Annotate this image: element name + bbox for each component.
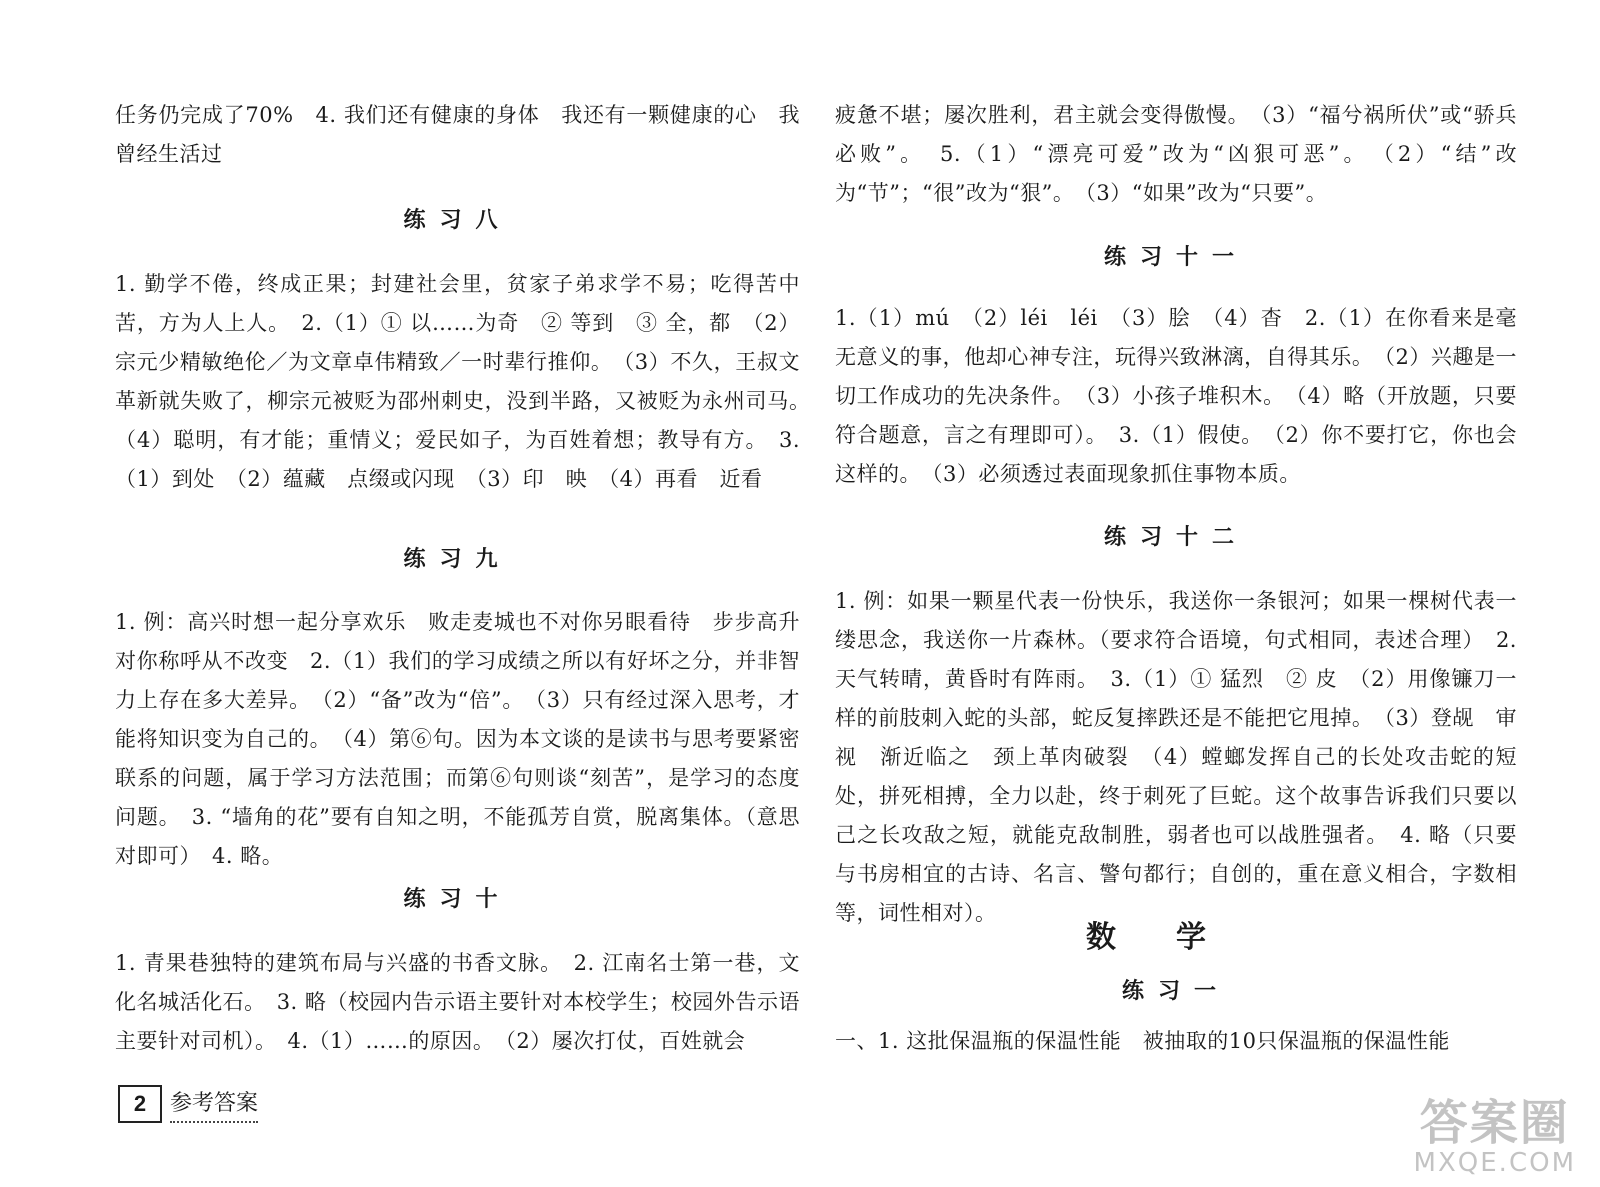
heading-exercise-12: 练习十二: [1103, 525, 1248, 550]
paragraph-continued: 任务仍完成了70% 4. 我们还有健康的身体 我还有一颗健康的心 我曾经生活过: [115, 103, 800, 166]
paragraph-exercise-11: 1.（1）mú （2）léi léi （3）脍 （4）杳 2.（1）在你看来是毫无意义的事，他却心神专注，玩得兴致淋漓，自得其乐。 （2）兴趣是一切工作成功的先决条件。 （3）小孩子堆积木。 （4）略（开放题，只要符合题意，言之有理即可）。 3.（1）假使。 （2）你不要打它，你也会这样的。 （3）必须透过表面现象抓住事物本质。: [835, 306, 1517, 486]
footer-label: 参考答案: [170, 1086, 258, 1123]
page-number: 2: [118, 1085, 162, 1123]
watermark-text: 答案圈: [1419, 1095, 1570, 1151]
watermark-logo: [1414, 1097, 1576, 1177]
paragraph-exercise-12: 1. 例：如果一颗星代表一份快乐，我送你一条银河；如果一棵树代表一缕思念，我送你一片森林。（要求符合语境，句式相同，表述合理） 2. 天气转晴，黄昏时有阵雨。 3.（1）① 猛烈 ② 皮 （2）用像镰刀一样的前肢刺入蛇的头部，蛇反复摔跌还是不能把它甩掉。 （3）登觇 审视 渐近临之 颈上革肉破裂 （4）螳螂发挥自己的长处攻击蛇的短处，拼死相搏，全力以赴，终于刺死了巨蛇。这个故事告诉我们只要以己之长攻敌之短，就能克敌制胜，弱者也可以战胜强者。 4. 略（只要与书房相宜的古诗、名言、警句都行；自创的，重在意义相合，字数相等，词性相对）。: [835, 589, 1517, 925]
heading-exercise-9: 练习九: [403, 547, 512, 572]
paragraph-continued-right: 疲惫不堪；屡次胜利，君主就会变得傲慢。 （3）“福兮祸所伏”或“骄兵必败”。 5.（1）“漂亮可爱”改为“凶狠可恶”。 （2）“结”改为“节”；“很”改为“狠”。 （3）“如果”改为“只要”。: [835, 103, 1517, 205]
paragraph-exercise-8: 1. 勤学不倦，终成正果；封建社会里，贫家子弟求学不易；吃得苦中苦，方为人上人。 2.（1）① 以……为奇 ② 等到 ③ 全，都 （2）宗元少精敏绝伦／为文章卓伟精致／一时辈行推仰。 （3）不久，王叔文革新就失败了，柳宗元被贬为邵州刺史，没到半路，又被贬为永州司马。 （4）聪明，有才能；重情义；爱民如子，为百姓着想；教导有方。 3.（1）到处 （2）蕴藏 点缀或闪现 （3）印 映 （4）再看 近看: [115, 272, 822, 491]
paragraph-exercise-9: 1. 例：高兴时想一起分享欢乐 败走麦城也不对你另眼看待 步步高升对你称呼从不改变 2.（1）我们的学习成绩之所以有好坏之分，并非智力上存在多大差异。 （2）“备”改为“倍”。 （3）只有经过深入思考，才能将知识变为自己的。 （4）第⑥句。因为本文谈的是读书与思考要紧密联系的问题，属于学习方法范围；而第⑥句则谈“刻苦”，是学习的态度问题。 3. “墙角的花”要有自知之明，不能孤芳自赏，脱离集体。（意思对即可） 4. 略。: [115, 610, 800, 868]
heading-exercise-8: 练习八: [403, 208, 512, 233]
heading-exercise-11: 练习十一: [1103, 245, 1248, 270]
subject-heading-math: 数学: [1086, 920, 1266, 955]
watermark-domain: MXQE.COM: [1413, 1148, 1576, 1178]
heading-exercise-10: 练习十: [403, 887, 512, 912]
heading-math-exercise-1: 练习一: [1121, 979, 1230, 1004]
paragraph-exercise-10: 1. 青果巷独特的建筑布局与兴盛的书香文脉。 2. 江南名士第一巷，文化名城活化石。 3. 略（校园内告示语主要针对本校学生；校园外告示语主要针对司机）。 4.（1）……的原因。 （2）屡次打仗，百姓就会: [115, 951, 800, 1053]
page-footer: [118, 1085, 258, 1123]
paragraph-math-exercise-1: 一、1. 这批保温瓶的保温性能 被抽取的10只保温瓶的保温性能: [835, 1029, 1450, 1053]
